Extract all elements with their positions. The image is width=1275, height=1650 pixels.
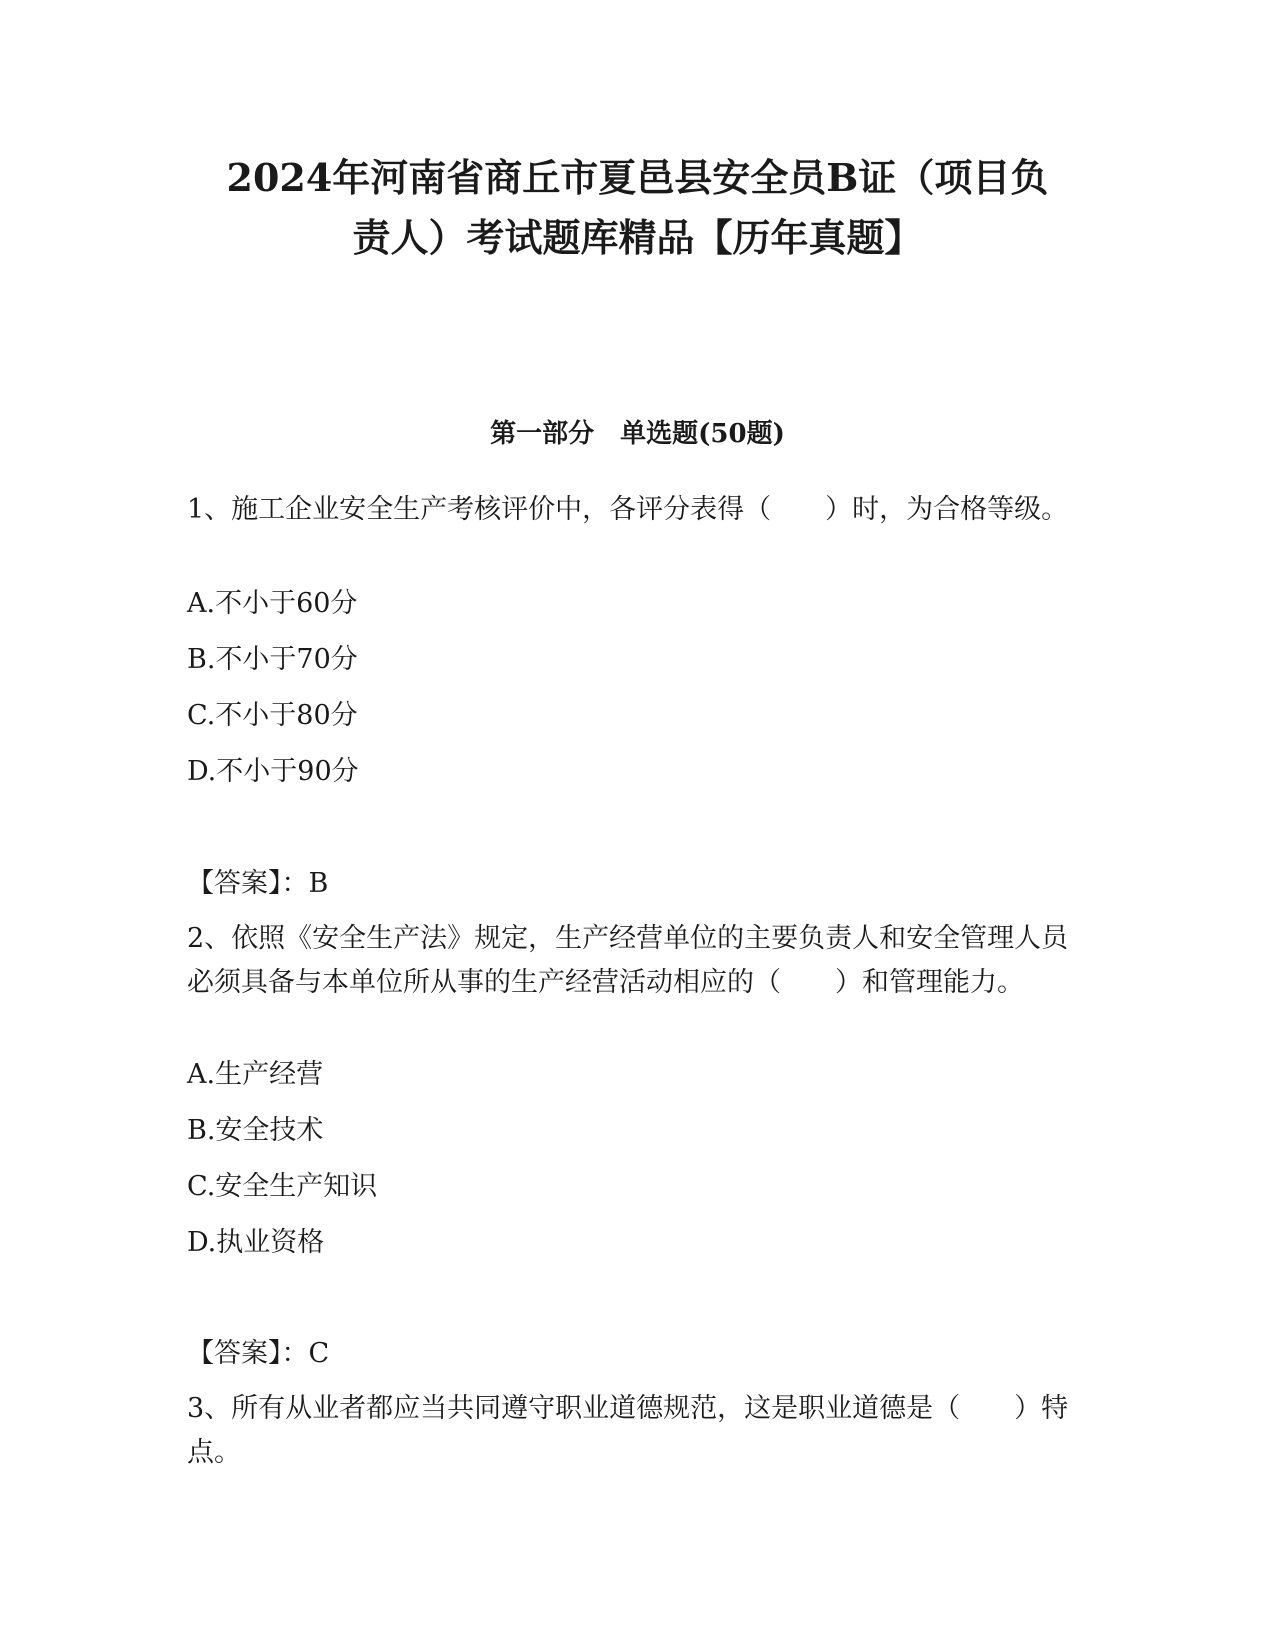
- question-stem: 2、依照《安全生产法》规定，生产经营单位的主要负责人和安全管理人员必须具备与本单位所从事的生产经营活动相应的（ ）和管理能力。: [187, 923, 1069, 998]
- question-1: [187, 488, 1087, 532]
- option-d: D.执业资格: [187, 1227, 325, 1258]
- title-line-1: 2024年河南省商丘市夏邑县安全员B证（项目负: [226, 155, 1049, 200]
- option-c: C.安全生产知识: [187, 1171, 378, 1202]
- answer-line: 【答案】：B: [187, 868, 329, 899]
- answer-line: 【答案】：C: [187, 1338, 330, 1369]
- question-3: [187, 1387, 1087, 1475]
- question-2-answer: [187, 1334, 1087, 1374]
- option-c: C.不小于80分: [187, 700, 358, 731]
- option-b: B.不小于70分: [187, 644, 358, 675]
- question-1-options: [187, 576, 1087, 800]
- document-title: [140, 148, 1135, 268]
- option-d: D.不小于90分: [187, 756, 359, 787]
- question-1-answer: [187, 864, 1087, 904]
- option-a: A.生产经营: [187, 1059, 324, 1090]
- option-a: A.不小于60分: [187, 588, 358, 619]
- option-b: B.安全技术: [187, 1115, 324, 1146]
- section-heading: 第一部分 单选题(50题): [490, 419, 785, 449]
- question-stem: 3、所有从业者都应当共同遵守职业道德规范，这是职业道德是（ ）特点。: [187, 1393, 1069, 1468]
- title-line-2: 责人）考试题库精品【历年真题】: [352, 215, 923, 260]
- question-2-options: [187, 1047, 1087, 1271]
- question-stem: 1、施工企业安全生产考核评价中，各评分表得（ ）时，为合格等级。: [187, 494, 1069, 525]
- question-2: [187, 917, 1087, 1005]
